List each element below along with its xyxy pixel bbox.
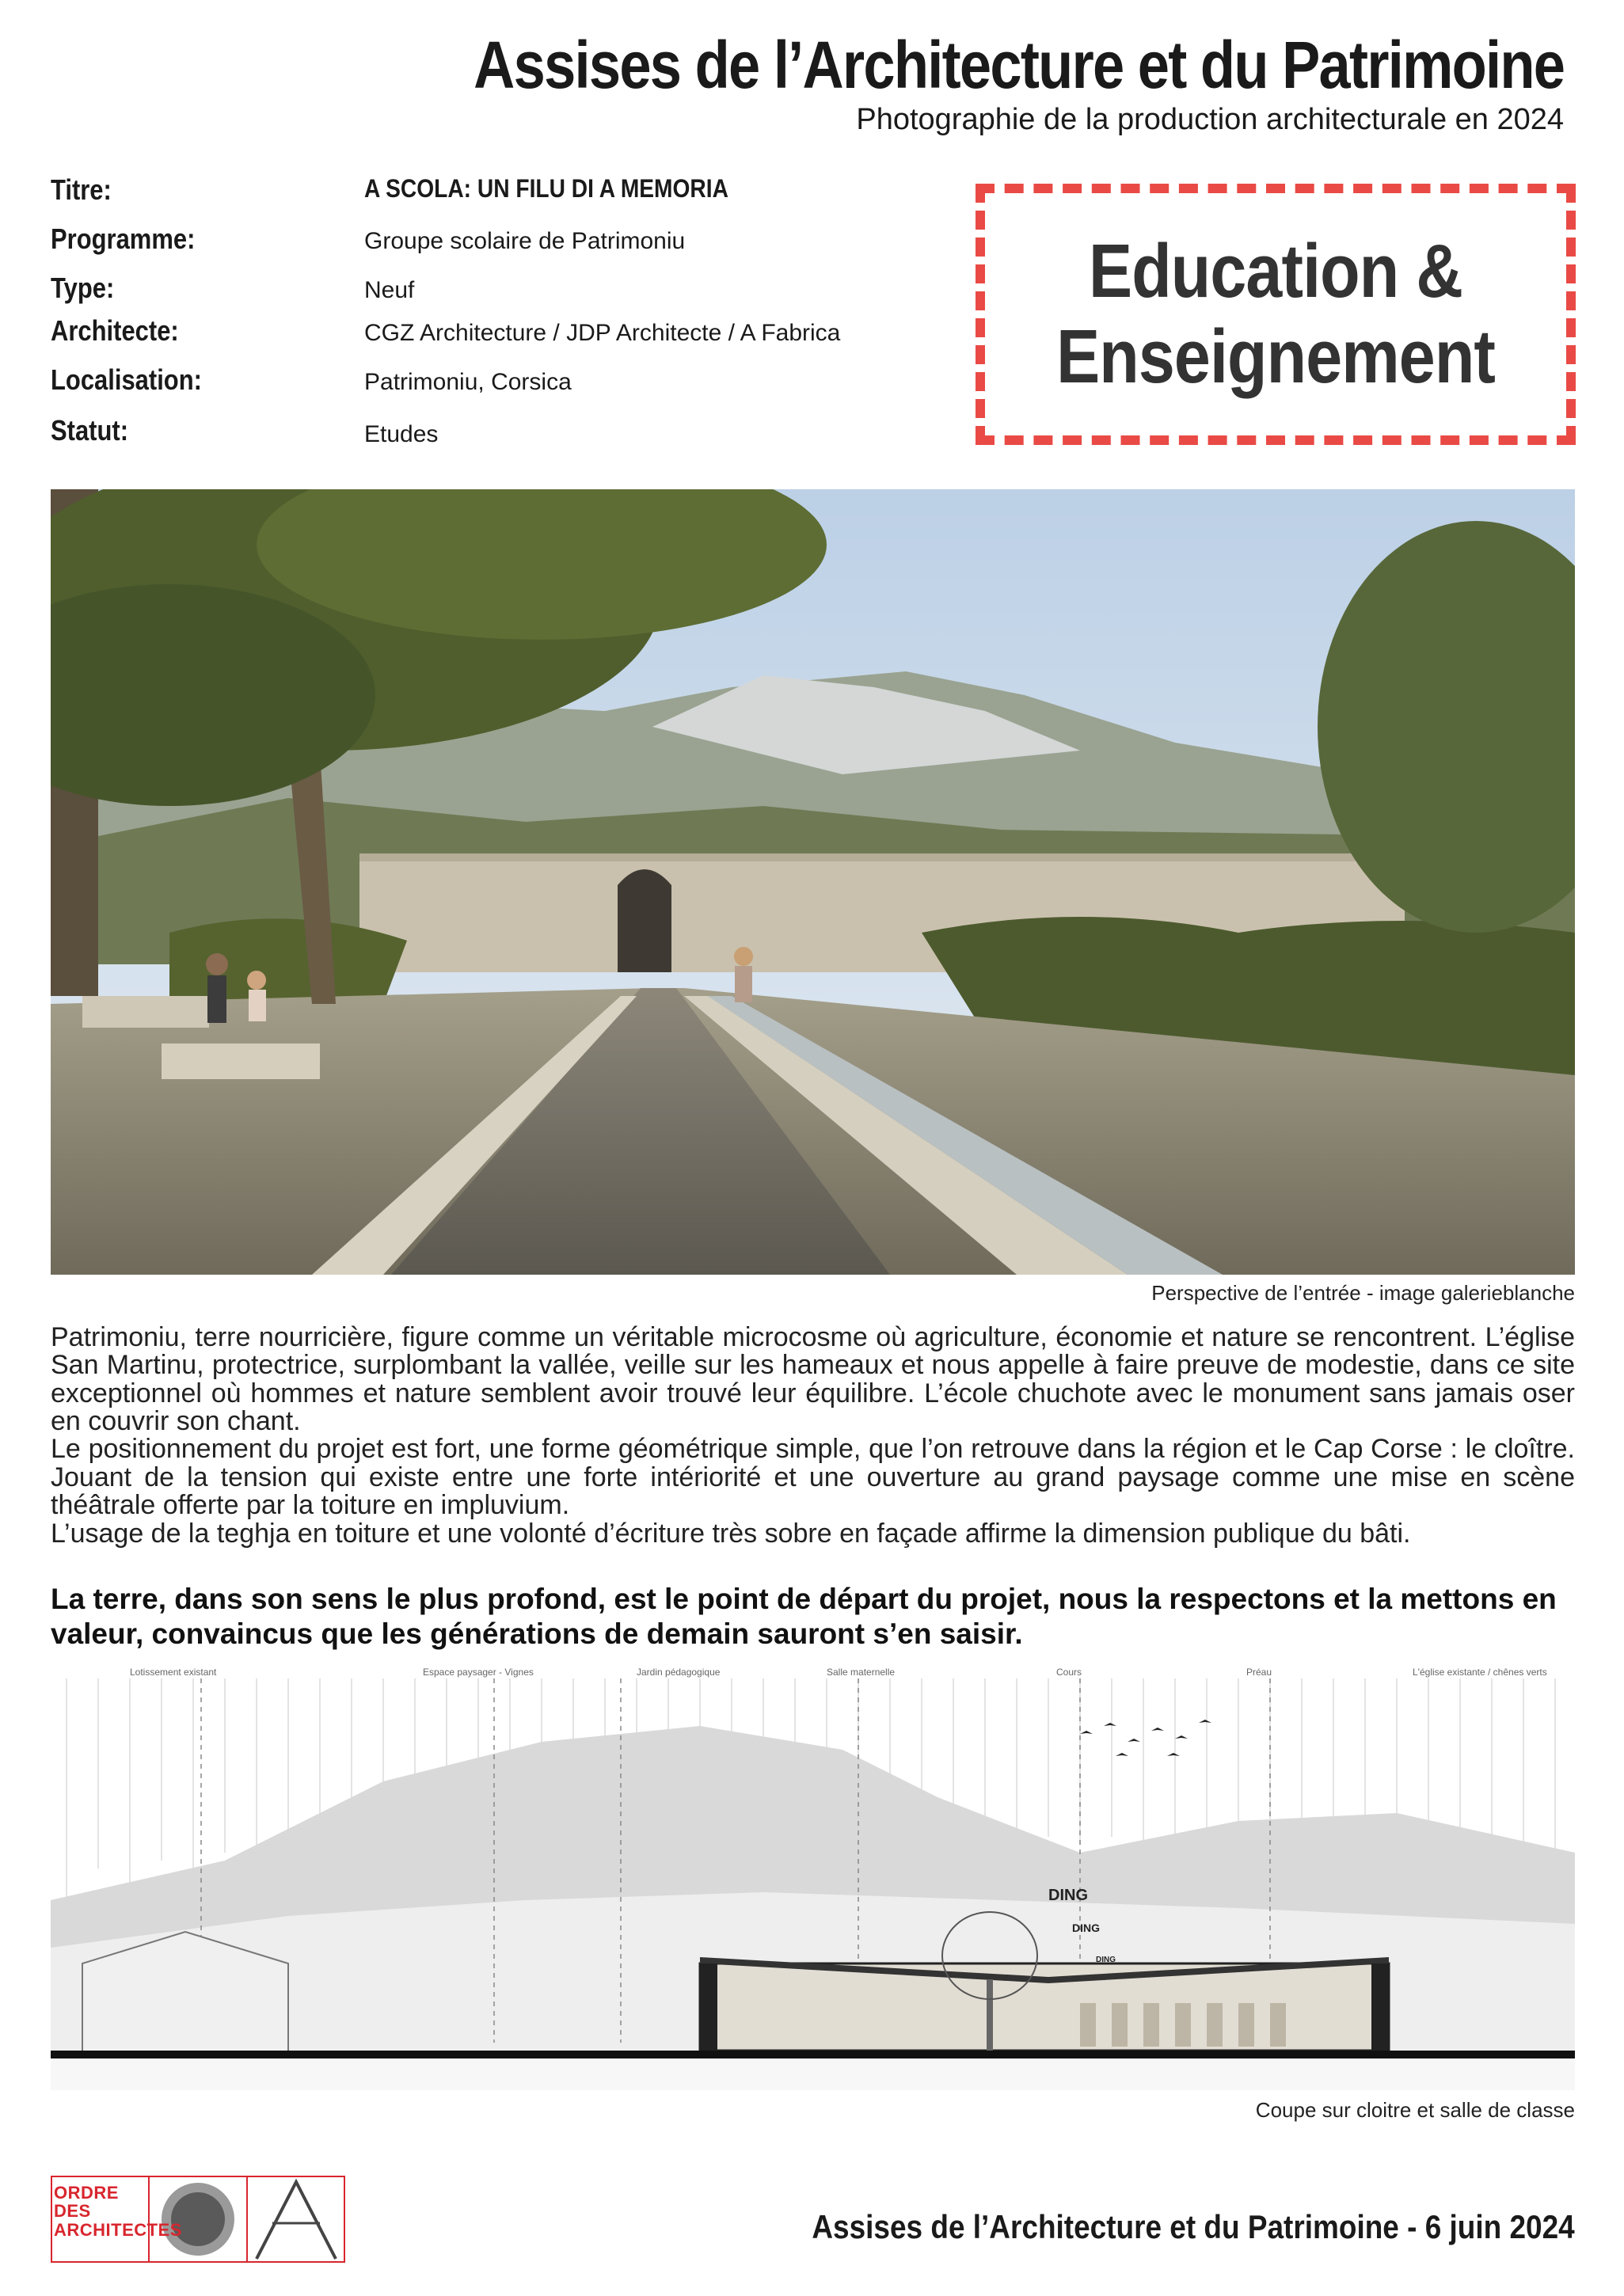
section-label-5: Cours xyxy=(1056,1667,1082,1678)
section-label-7: L'église existante / chênes verts xyxy=(1413,1667,1547,1678)
type-value: Neuf xyxy=(364,277,415,303)
localisation-label: Localisation: xyxy=(51,363,202,396)
ding-text-1: DING xyxy=(1048,1887,1088,1904)
section-drawing xyxy=(51,1663,1575,2090)
description-paragraph-2: Le positionnement du projet est fort, une forme géométrique simple, que l’on retrouve dans la région et le Cap Corse : le cloître. Jouant de la tension qui existe entre une forte intériorité et une ouverture au grand paysage comme une mise en scène théâtrale offerte par la toiture en impluvium. xyxy=(51,1434,1575,1521)
description-text xyxy=(51,1324,1575,1548)
logo-line1: ORDRE xyxy=(54,2183,119,2203)
programme-value: Groupe scolaire de Patrimoniu xyxy=(364,228,686,254)
page-subtitle: Photographie de la production architecturale en 2024 xyxy=(856,103,1564,136)
architecte-value: CGZ Architecture / JDP Architecte / A Fabrica xyxy=(364,320,841,346)
programme-label: Programme: xyxy=(51,222,196,255)
section-caption: Coupe sur cloitre et salle de classe xyxy=(1255,2098,1575,2122)
entrance-perspective-illustration xyxy=(51,489,1575,1275)
footer-text: Assises de l’Architecture et du Patrimoine - 6 juin 2024 xyxy=(812,2208,1575,2245)
ding-text-3: DING xyxy=(1096,1956,1116,1964)
section-label-2: Espace paysager - Vignes xyxy=(423,1667,534,1678)
statut-value: Etudes xyxy=(364,421,439,447)
section-label-4: Salle maternelle xyxy=(827,1667,896,1678)
section-label-6: Préau xyxy=(1246,1667,1272,1678)
titre-label: Titre: xyxy=(51,173,112,206)
titre-value: A SCOLA: UN FILU DI A MEMORIA xyxy=(364,174,728,203)
category-line2: Enseignement xyxy=(1056,314,1495,399)
section-illustration xyxy=(51,1663,1575,2090)
category-text xyxy=(1056,229,1495,399)
logo-line3: ARCHITECTES xyxy=(54,2219,182,2240)
logo-text xyxy=(54,2184,182,2239)
section-label-1: Lotissement existant xyxy=(130,1667,217,1678)
entrance-perspective-image xyxy=(51,489,1575,1275)
logo-line2: DES xyxy=(54,2201,91,2222)
section-label-3: Jardin pédagogique xyxy=(637,1667,721,1678)
category-box xyxy=(976,184,1576,445)
description-paragraph-1: Patrimoniu, terre nourricière, figure comme un véritable microcosme où agriculture, économie et nature se rencontrent. L’église San Martinu, protectrice, surplombant la vallée, veille sur les hameaux et nous appelle à faire preuve de modestie, dans ce site exceptionnel où hommes et nature semblent avoir trouvé leur équilibre. L’école chuchote avec le monument sans jamais oser en couvrir son chant. xyxy=(51,1322,1575,1437)
architecte-label: Architecte: xyxy=(51,314,179,347)
type-label: Type: xyxy=(51,272,115,304)
statut-label: Statut: xyxy=(51,414,129,447)
localisation-value: Patrimoniu, Corsica xyxy=(364,369,572,395)
ordre-des-architectes-logo xyxy=(51,2176,345,2263)
description-paragraph-3: L’usage de la teghja en toiture et une volonté d’écriture très sobre en façade affirme la dimension publique du bâti. xyxy=(51,1518,1411,1549)
ding-text-2: DING xyxy=(1072,1922,1100,1934)
category-line1: Education & xyxy=(1088,229,1463,314)
description-emphasis: La terre, dans son sens le plus profond, est le point de départ du projet, nous la respectons et la mettons en valeur, convaincus que les générations de demain sauront s’en saisir. xyxy=(51,1583,1557,1651)
photo-caption: Perspective de l’entrée - image galerieblanche xyxy=(1151,1281,1575,1305)
page-title: Assises de l’Architecture et du Patrimoine xyxy=(473,28,1564,102)
